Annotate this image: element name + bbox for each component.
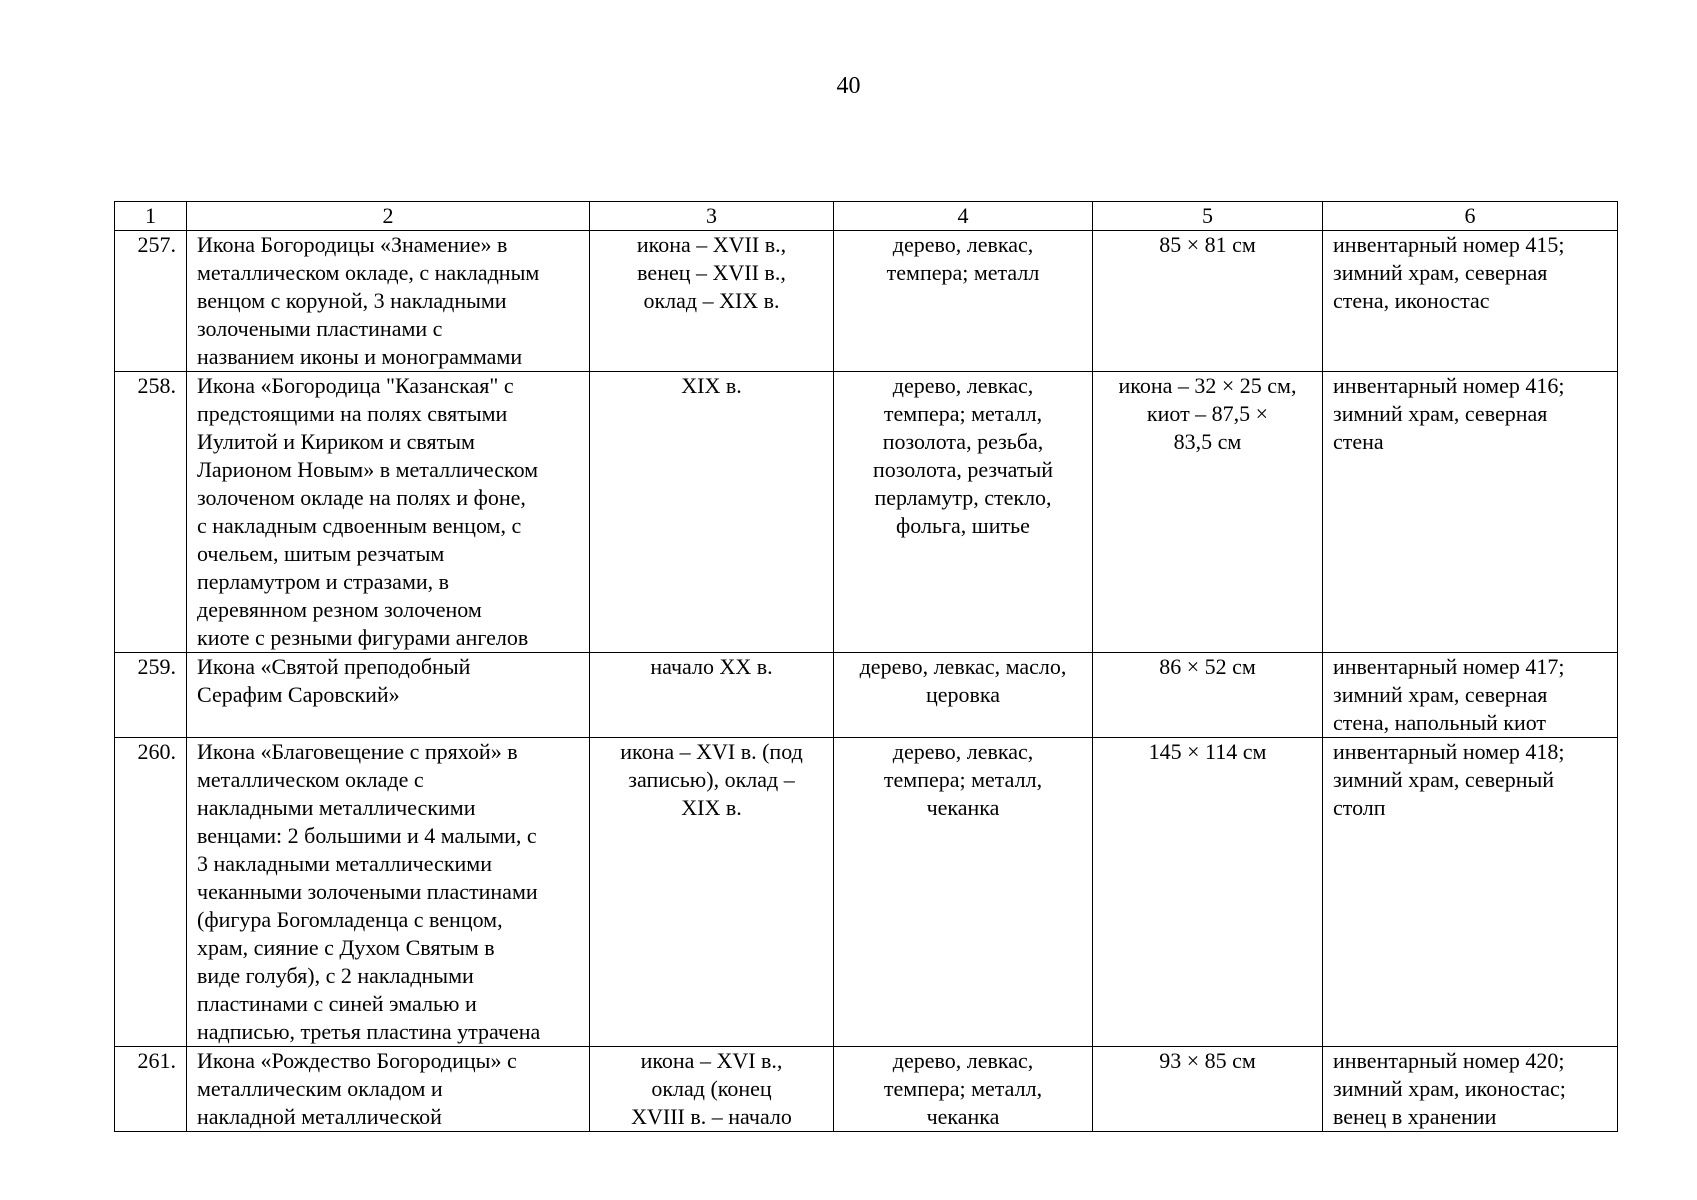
cell-text-line: дерево, левкас, — [892, 232, 1034, 257]
cell-text-line: стена, напольный киот — [1333, 710, 1547, 735]
cell-text-line: XVIII в. – начало — [631, 1104, 792, 1129]
page-number: 40 — [836, 73, 861, 99]
table-row — [115, 653, 1618, 738]
dating-cell — [590, 653, 834, 738]
cell-text-line: оклад – XIX в. — [643, 288, 780, 313]
size-cell — [1093, 653, 1323, 738]
column-header: 2 — [187, 202, 590, 231]
object-registry-table — [114, 201, 1618, 1132]
cell-text-line: 145 × 114 см — [1148, 739, 1267, 764]
cell-text-line: 93 × 85 см — [1159, 1048, 1256, 1073]
location-note-cell — [1323, 372, 1618, 653]
cell-text-line: дерево, левкас, — [892, 739, 1034, 764]
cell-text-line: киоте с резными фигурами ангелов — [197, 625, 529, 650]
material-cell — [834, 231, 1093, 372]
material-cell — [834, 653, 1093, 738]
cell-text-line: золоченом окладе на полях и фоне, — [197, 485, 526, 510]
cell-text-line: Икона «Благовещение с пряхой» в — [197, 739, 518, 764]
cell-text-line: Икона Богородицы «Знамение» в — [197, 232, 508, 257]
cell-text-line: 83,5 см — [1173, 429, 1242, 454]
cell-text-line: названием иконы и монограммами — [197, 344, 523, 369]
column-header: 6 — [1323, 202, 1618, 231]
cell-text-line: Ларионом Новым» в металлическом — [197, 457, 539, 482]
column-header: 4 — [834, 202, 1093, 231]
cell-text-line: храм, сияние с Духом Святым в — [197, 935, 495, 960]
dating-cell — [590, 372, 834, 653]
cell-text-line: темпера; металл, — [883, 767, 1043, 792]
cell-text-line: инвентарный номер 417; — [1333, 654, 1565, 679]
material-cell — [834, 1047, 1093, 1132]
size-cell — [1093, 372, 1323, 653]
cell-text-line: предстоящими на полях святыми — [197, 401, 508, 426]
cell-text-line: очельем, шитым резчатым — [197, 541, 445, 566]
cell-text-line: XIX в. — [681, 795, 742, 820]
column-header: 3 — [590, 202, 834, 231]
cell-text-line: инвентарный номер 420; — [1333, 1048, 1565, 1073]
cell-text-line: металлическим окладом и — [197, 1076, 443, 1101]
size-cell — [1093, 1047, 1323, 1132]
cell-text-line: икона – XVI в., — [640, 1048, 783, 1073]
cell-text-line: 260. — [137, 739, 176, 764]
row-number-cell — [115, 653, 187, 738]
cell-text-line: с накладным сдвоенным венцом, с — [197, 513, 522, 538]
cell-text-line: темпера; металл — [886, 260, 1040, 285]
cell-text-line: венцами: 2 большими и 4 малыми, с — [197, 823, 537, 848]
cell-text-line: перламутром и стразами, в — [197, 569, 450, 594]
cell-text-line: дерево, левкас, — [892, 1048, 1034, 1073]
cell-text-line: XIX в. — [681, 373, 742, 398]
cell-text-line: зимний храм, северная — [1333, 401, 1548, 426]
cell-text-line: Серафим Саровский» — [197, 682, 400, 707]
table-row — [115, 231, 1618, 372]
cell-text-line: (фигура Богомладенца с венцом, — [197, 907, 503, 932]
cell-text-line: металлическом окладе с — [197, 767, 424, 792]
table-row — [115, 738, 1618, 1047]
header-row — [115, 202, 1618, 231]
cell-text-line: киот – 87,5 × — [1146, 401, 1269, 426]
object-name-cell — [187, 1047, 590, 1132]
cell-text-line: темпера; металл, — [883, 1076, 1043, 1101]
cell-text-line: икона – XVI в. (под — [620, 739, 803, 764]
location-note-cell — [1323, 738, 1618, 1047]
cell-text-line: оклад (конец — [651, 1076, 772, 1101]
cell-text-line: дерево, левкас, — [892, 373, 1034, 398]
cell-text-line: чеканка — [926, 795, 1000, 820]
cell-text-line: чеканка — [926, 1104, 1000, 1129]
cell-text-line: церовка — [925, 682, 1001, 707]
cell-text-line: зимний храм, северная — [1333, 260, 1548, 285]
cell-text-line: инвентарный номер 416; — [1333, 373, 1565, 398]
cell-text-line: чеканными золочеными пластинами — [197, 879, 538, 904]
dating-cell — [590, 1047, 834, 1132]
material-cell — [834, 738, 1093, 1047]
cell-text-line: зимний храм, северная — [1333, 682, 1548, 707]
row-number-cell — [115, 372, 187, 653]
cell-text-line: накладной металлической — [197, 1104, 442, 1129]
cell-text-line: венец – XVII в., — [637, 260, 786, 285]
cell-text-line: темпера; металл, — [883, 401, 1043, 426]
cell-text-line: надписью, третья пластина утрачена — [197, 1019, 541, 1044]
cell-text-line: начало XX в. — [650, 654, 773, 679]
cell-text-line: венец в хранении — [1333, 1104, 1497, 1129]
cell-text-line: записью), оклад – — [628, 767, 795, 792]
cell-text-line: венцом с коруной, 3 накладными — [197, 288, 507, 313]
cell-text-line: инвентарный номер 415; — [1333, 232, 1565, 257]
cell-text-line: позолота, резьба, — [882, 429, 1044, 454]
cell-text-line: перламутр, стекло, — [874, 485, 1052, 510]
cell-text-line: 258. — [137, 373, 176, 398]
cell-text-line: золочеными пластинами с — [197, 316, 443, 341]
row-number-cell — [115, 1047, 187, 1132]
object-name-cell — [187, 231, 590, 372]
dating-cell — [590, 738, 834, 1047]
cell-text-line: виде голубя), с 2 накладными — [197, 963, 474, 988]
cell-text-line: деревянном резном золоченом — [197, 597, 482, 622]
size-cell — [1093, 231, 1323, 372]
cell-text-line: 85 × 81 см — [1159, 232, 1256, 257]
row-number-cell — [115, 738, 187, 1047]
material-cell — [834, 372, 1093, 653]
cell-text-line: икона – 32 × 25 см, — [1118, 373, 1297, 398]
location-note-cell — [1323, 653, 1618, 738]
cell-text-line: инвентарный номер 418; — [1333, 739, 1565, 764]
object-name-cell — [187, 653, 590, 738]
cell-text-line: 257. — [137, 232, 176, 257]
cell-text-line: 86 × 52 см — [1159, 654, 1256, 679]
cell-text-line: икона – XVII в., — [636, 232, 787, 257]
cell-text-line: Икона «Рождество Богородицы» с — [197, 1048, 517, 1073]
cell-text-line: 259. — [137, 654, 176, 679]
cell-text-line: зимний храм, иконостас; — [1333, 1076, 1566, 1101]
cell-text-line: стена — [1333, 429, 1384, 454]
cell-text-line: накладными металлическими — [197, 795, 476, 820]
size-cell — [1093, 738, 1323, 1047]
row-number-cell — [115, 231, 187, 372]
table-row — [115, 1047, 1618, 1132]
cell-text-line: столп — [1333, 795, 1386, 820]
location-note-cell — [1323, 1047, 1618, 1132]
column-header: 5 — [1093, 202, 1323, 231]
location-note-cell — [1323, 231, 1618, 372]
cell-text-line: фольга, шитье — [896, 513, 1030, 538]
column-header: 1 — [115, 202, 187, 231]
cell-text-line: 3 накладными металлическими — [197, 851, 492, 876]
cell-text-line: металлическом окладе, с накладным — [197, 260, 540, 285]
cell-text-line: Иулитой и Кириком и святым — [197, 429, 475, 454]
cell-text-line: пластинами с синей эмалью и — [197, 991, 477, 1016]
cell-text-line: Икона «Святой преподобный — [197, 654, 471, 679]
cell-text-line: стена, иконостас — [1333, 288, 1490, 313]
cell-text-line: дерево, левкас, масло, — [859, 654, 1067, 679]
table-row — [115, 372, 1618, 653]
cell-text-line: 261. — [137, 1048, 176, 1073]
cell-text-line: позолота, резчатый — [872, 457, 1054, 482]
cell-text-line: зимний храм, северный — [1333, 767, 1555, 792]
dating-cell — [590, 231, 834, 372]
cell-text-line: Икона «Богородица "Казанская" с — [197, 373, 514, 398]
object-name-cell — [187, 372, 590, 653]
object-name-cell — [187, 738, 590, 1047]
